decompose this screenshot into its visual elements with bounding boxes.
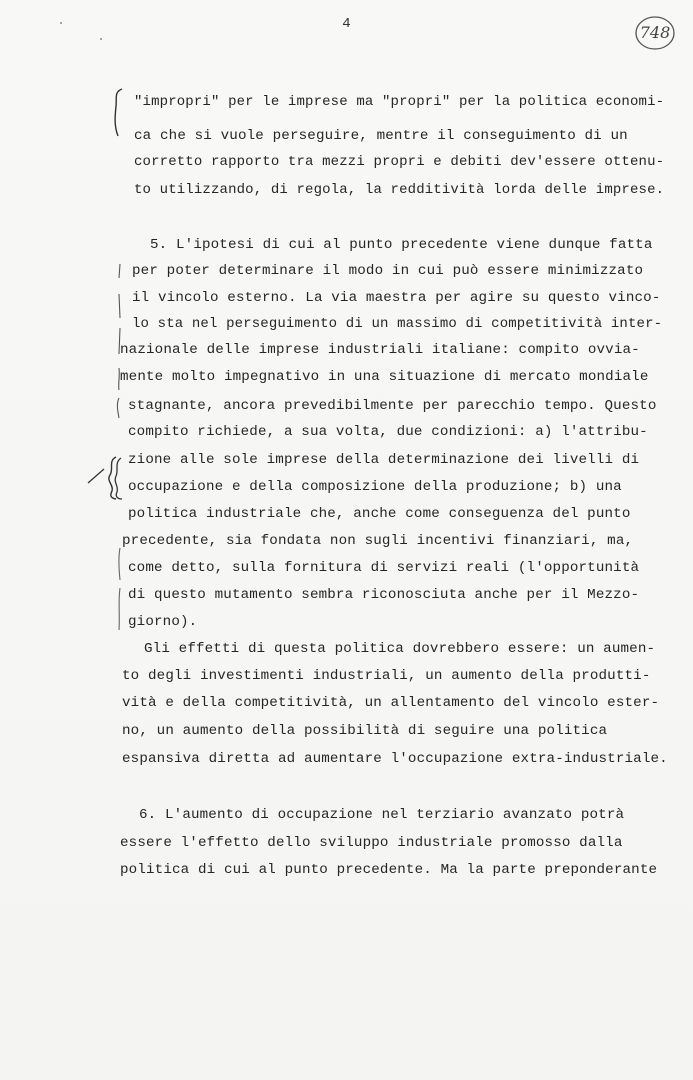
text-line: essere l'effetto dello sviluppo industriale promosso dalla: [120, 835, 623, 851]
text-line: "impropri" per le imprese ma "propri" per la politica economi-: [134, 94, 665, 110]
margin-sideline-mark: [110, 258, 128, 638]
text-line: vità e della competitività, un allentamento del vincolo ester-: [122, 695, 660, 711]
text-line: di questo mutamento sembra riconosciuta anche per il Mezzo-: [128, 587, 640, 603]
page-number: 4: [342, 16, 351, 32]
archive-number-stamp: [634, 14, 676, 52]
margin-bracket-annotation-mark: [86, 455, 126, 501]
text-line: ca che si vuole perseguire, mentre il conseguimento di un: [134, 128, 628, 144]
text-line: 6. L'aumento di occupazione nel terziario avanzato potrà: [139, 807, 625, 823]
text-line: lo sta nel perseguimento di un massimo di competitività inter-: [132, 316, 663, 332]
paper-speck: [60, 22, 62, 24]
text-line: come detto, sulla fornitura di servizi reali (l'opportunità: [128, 560, 640, 576]
text-line: politica industriale che, anche come conseguenza del punto: [128, 506, 631, 522]
text-line: to degli investimenti industriali, un aumento della produtti-: [122, 668, 651, 684]
text-line: no, un aumento della possibilità di seguire una politica: [122, 723, 608, 739]
text-line: politica di cui al punto precedente. Ma la parte preponderante: [120, 862, 658, 878]
text-line: il vincolo esterno. La via maestra per agire su questo vinco-: [132, 290, 661, 306]
text-line: mente molto impegnativo in una situazione di mercato mondiale: [120, 369, 649, 385]
text-line: precedente, sia fondata non sugli incentivi finanziari, ma,: [122, 533, 634, 549]
text-line: 5. L'ipotesi di cui al punto precedente viene dunque fatta: [150, 237, 653, 253]
text-line: corretto rapporto tra mezzi propri e debiti dev'essere ottenu-: [134, 154, 665, 170]
margin-bracket-mark: [108, 86, 128, 140]
text-line: compito richiede, a sua volta, due condizioni: a) l'attribu-: [128, 424, 648, 440]
text-line: stagnante, ancora prevedibilmente per parecchio tempo. Questo: [128, 398, 657, 414]
paper-speck: [100, 38, 102, 40]
text-line: giorno).: [128, 614, 198, 630]
text-line: Gli effetti di questa politica dovrebbero essere: un aumen-: [144, 641, 656, 657]
text-line: espansiva diretta ad aumentare l'occupazione extra-industriale.: [122, 751, 668, 767]
text-line: per poter determinare il modo in cui può essere minimizzato: [132, 263, 644, 279]
text-line: zione alle sole imprese della determinazione dei livelli di: [128, 452, 640, 468]
text-line: to utilizzando, di regola, la redditività lorda delle imprese.: [134, 182, 665, 198]
archive-number: 748: [639, 23, 671, 42]
text-line: occupazione e della composizione della produzione; b) una: [128, 479, 622, 495]
text-line: nazionale delle imprese industriali italiane: compito ovvia-: [120, 342, 640, 358]
